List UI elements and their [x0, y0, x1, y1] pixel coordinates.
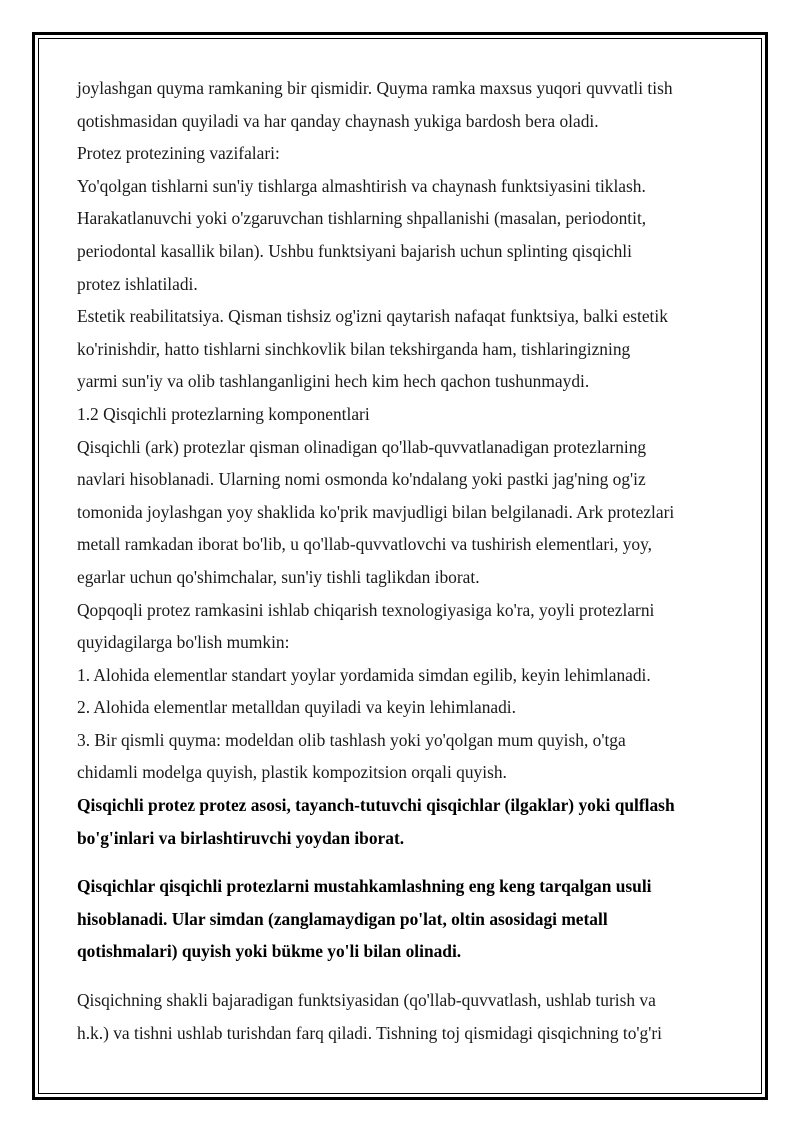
text-line: chidamli modelga quyish, plastik kompozitsion orqali quyish.: [77, 762, 507, 783]
text-line: Qisqichning shakli bajaradigan funktsiyasidan (qo'llab-quvvatlash, ushlab turish va: [77, 990, 656, 1011]
text-line: 2. Alohida elementlar metalldan quyiladi va keyin lehimlanadi.: [77, 697, 516, 718]
text-line: ko'rinishdir, hatto tishlarni sinchkovlik bilan tekshirganda ham, tishlaringizning: [77, 338, 631, 359]
text-line: tomonida joylashgan yoy shaklida ko'prik mavjudligi bilan belgilanadi. Ark protezlari: [77, 501, 675, 522]
text-line: Yo'qolgan tishlarni sun'iy tishlarga almashtirish va chaynash funktsiyasini tiklash.: [77, 175, 646, 196]
document-body: [77, 72, 732, 1049]
bold-text-line: bo'g'inlari va birlashtiruvchi yoydan iborat.: [77, 827, 405, 848]
paragraph-gap: [77, 854, 732, 870]
text-line: 1.2 Qisqichli protezlarning komponentlari: [77, 403, 370, 424]
text-line: Harakatlanuvchi yoki o'zgaruvchan tishlarning shpallanishi (masalan, periodontit,: [77, 208, 647, 229]
text-line: Estetik reabilitatsiya. Qisman tishsiz og'izni qaytarish nafaqat funktsiya, balki estetik: [77, 306, 668, 327]
text-line: yarmi sun'iy va olib tashlanganligini hech kim hech qachon tushunmaydi.: [77, 371, 590, 392]
paragraph-gap: [77, 968, 732, 984]
text-line: h.k.) va tishni ushlab turishdan farq qiladi. Tishning toj qismidagi qisqichning to'g'ri: [77, 1022, 662, 1043]
bold-text-line: Qisqichlar qisqichli protezlarni mustahkamlashning eng keng tarqalgan usuli: [77, 876, 652, 897]
text-line: Qopqoqli protez ramkasini ishlab chiqarish texnologiyasiga ko'ra, yoyli protezlarni: [77, 599, 655, 620]
bold-text-line: Qisqichli protez protez asosi, tayanch-tutuvchi qisqichlar (ilgaklar) yoki qulflash: [77, 795, 675, 816]
text-line: 1. Alohida elementlar standart yoylar yordamida simdan egilib, keyin lehimlanadi.: [77, 664, 651, 685]
text-line: periodontal kasallik bilan). Ushbu funktsiyani bajarish uchun splinting qisqichli: [77, 240, 632, 261]
bold-text-line: hisoblanadi. Ular simdan (zanglamaydigan po'lat, oltin asosidagi metall: [77, 908, 608, 929]
bold-text-line: qotishmalari) quyish yoki bükme yo'li bilan olinadi.: [77, 941, 462, 962]
text-line: quyidagilarga bo'lish mumkin:: [77, 632, 290, 653]
text-line: navlari hisoblanadi. Ularning nomi osmonda ko'ndalang yoki pastki jag'ning og'iz: [77, 469, 646, 490]
text-line: metall ramkadan iborat bo'lib, u qo'llab-quvvatlovchi va tushirish elementlari, yoy,: [77, 534, 653, 555]
text-line: qotishmasidan quyiladi va har qanday chaynash yukiga bardosh bera oladi.: [77, 110, 599, 131]
text-line: 3. Bir qismli quyma: modeldan olib tashlash yoki yo'qolgan mum quyish, o'tga: [77, 729, 626, 750]
text-line: protez ishlatiladi.: [77, 273, 198, 294]
text-line: Protez protezining vazifalari:: [77, 143, 280, 164]
text-line: Qisqichli (ark) protezlar qisman olinadigan qo'llab-quvvatlanadigan protezlarning: [77, 436, 647, 457]
text-line: egarlar uchun qo'shimchalar, sun'iy tishli taglikdan iborat.: [77, 566, 480, 587]
text-line: joylashgan quyma ramkaning bir qismidir. Quyma ramka maxsus yuqori quvvatli tish: [77, 78, 673, 98]
